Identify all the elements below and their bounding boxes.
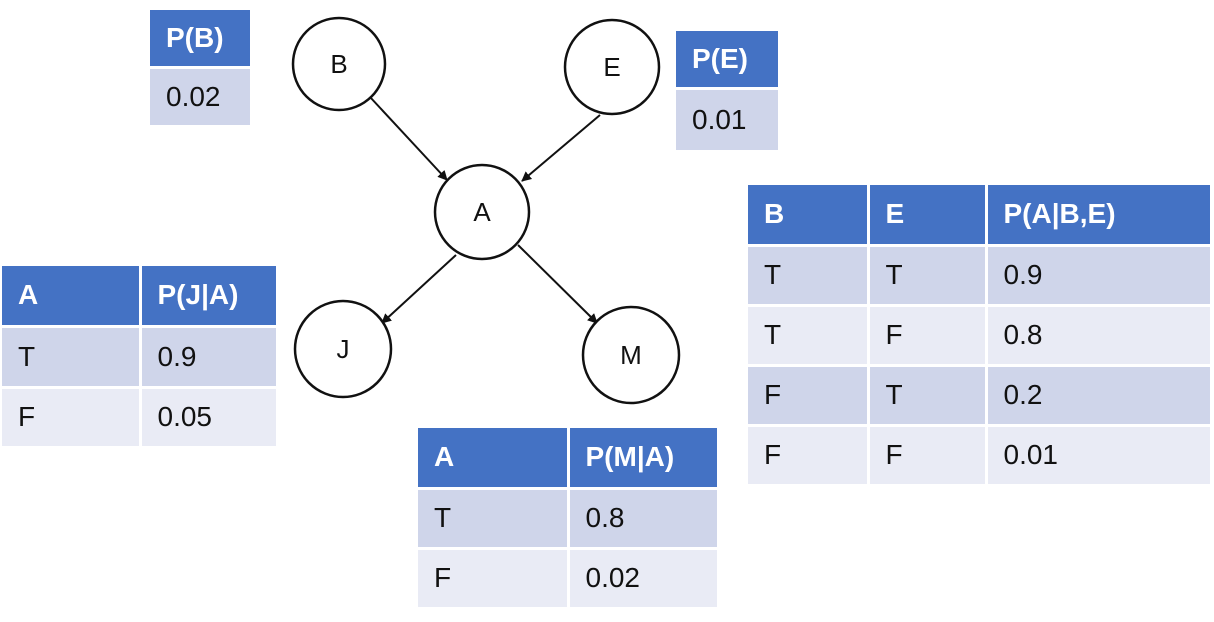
- table-p-m-row2-prob: 0.02: [568, 548, 718, 608]
- table-p-a-row1-prob: 0.9: [986, 245, 1211, 305]
- table-p-m-given-a: [418, 428, 720, 610]
- node-m: [583, 307, 679, 403]
- node-e-label: E: [603, 52, 621, 82]
- table-p-a-col-b: B: [748, 185, 868, 245]
- table-p-a-row1-b: T: [748, 245, 868, 305]
- table-p-b-header: P(B): [150, 10, 251, 67]
- table-p-j-row2-a: F: [2, 387, 140, 447]
- table-p-a-col-e: E: [868, 185, 986, 245]
- table-p-a-row1-e: T: [868, 245, 986, 305]
- table-p-a-row3-prob: 0.2: [986, 365, 1211, 425]
- table-p-m-col-prob: P(M|A): [568, 428, 718, 488]
- table-p-m-row2-a: F: [418, 548, 568, 608]
- table-p-b-value: 0.02: [150, 67, 251, 126]
- table-p-m-col-a: A: [418, 428, 568, 488]
- node-j-label: J: [336, 334, 350, 364]
- edge-a-to-j: [382, 255, 456, 323]
- node-a: [435, 165, 529, 259]
- edge-b-to-a: [370, 97, 447, 180]
- table-p-a-col-prob: P(A|B,E): [986, 185, 1211, 245]
- table-p-j-row1-a: T: [2, 326, 140, 387]
- table-p-b: [150, 10, 253, 128]
- table-p-a-row2-e: F: [868, 305, 986, 365]
- table-p-j-row2-prob: 0.05: [140, 387, 277, 447]
- node-b-label: B: [330, 49, 348, 79]
- table-p-a-row3-b: F: [748, 365, 868, 425]
- edge-a-to-m: [518, 245, 597, 323]
- table-p-a-row3-e: T: [868, 365, 986, 425]
- table-p-e-header: P(E): [676, 31, 779, 88]
- node-j: [295, 301, 391, 397]
- table-p-m-row1-a: T: [418, 488, 568, 548]
- table-p-e-value: 0.01: [676, 88, 779, 151]
- table-p-j-given-a: [2, 266, 279, 449]
- table-p-e: [676, 31, 781, 153]
- table-p-m-row1-prob: 0.8: [568, 488, 718, 548]
- table-p-a-row2-prob: 0.8: [986, 305, 1211, 365]
- node-a-label: A: [473, 197, 491, 227]
- node-m-label: M: [620, 340, 642, 370]
- table-p-j-col-prob: P(J|A): [140, 266, 277, 326]
- node-b: [293, 18, 385, 110]
- table-p-a-given-b-e: [748, 185, 1213, 487]
- table-p-j-row1-prob: 0.9: [140, 326, 277, 387]
- table-p-j-col-a: A: [2, 266, 140, 326]
- node-e: [565, 20, 659, 114]
- edge-e-to-a: [522, 115, 600, 181]
- table-p-a-row4-prob: 0.01: [986, 425, 1211, 485]
- table-p-a-row2-b: T: [748, 305, 868, 365]
- table-p-a-row4-b: F: [748, 425, 868, 485]
- table-p-a-row4-e: F: [868, 425, 986, 485]
